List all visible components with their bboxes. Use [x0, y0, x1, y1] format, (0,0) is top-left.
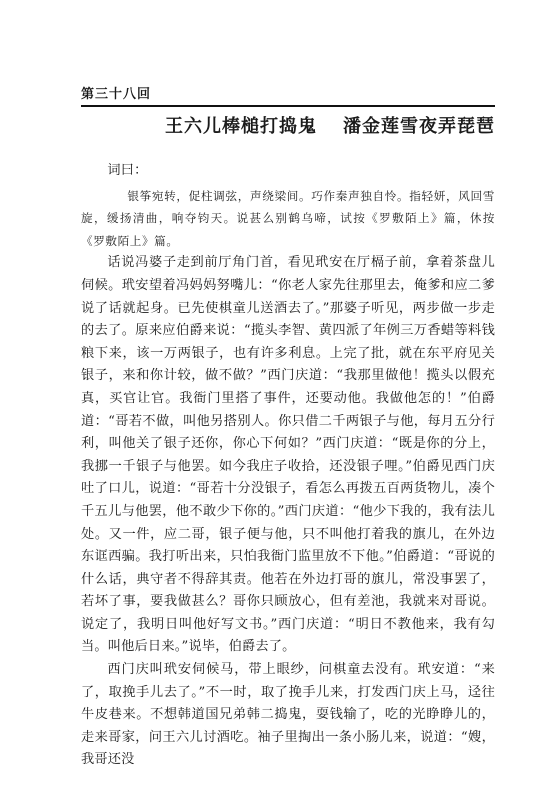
chapter-header: [81, 83, 495, 107]
chapter-title-part2: 潘金莲雪夜弄琵琶: [343, 116, 495, 137]
body-text: [81, 160, 495, 772]
chapter-title-part1: 王六儿棒槌打捣鬼: [165, 116, 317, 137]
chapter-number: 第三十八回: [81, 87, 152, 102]
chapter-title: [165, 112, 495, 138]
paragraph: 话说冯婆子走到前厅角门首，看见玳安在厅槅子前，拿着茶盘儿伺候。玳安望着冯妈妈努嘴儿：“你老人家先往那里去，俺爹和应二爹说了话就起身。已先使棋童儿送酒去了。”那婆子听见，两步做一步走的去了。原来应伯爵来说：“揽头李智、黄四派了年例三万香蜡等料钱粮下来，该一万两银子，也有许多利息。上完了批，就在东平府见关银子，来和你计较，做不做？”西门庆道：“我那里做他！揽头以假充真，买官让官。我衙门里搭了事件，还要动他。我做他怎的！”伯爵道：“哥若不做，叫他另搭别人。你只借二千两银子与他，每月五分行利，叫他关了银子还你，你心下何如？”西门庆道：“既是你的分上，我挪一千银子与他罢。如今我庄子收拾，还没银子哩。”伯爵见西门庆吐了口儿，说道：“哥若十分没银子，看怎么再拨五百两货物儿，凑个千五儿与他罢，他不敢少下你的。”西门庆道：“他少下我的，我有法儿处。又一件，应二哥，银子便与他，只不叫他打着我的旗儿，在外边东诓西骗。我打听出来，只怕我衙门监里放不下他。”伯爵道：“哥说的什么话，典守者不得辞其责。他若在外边打哥的旗儿，常没事罢了，若坏了事，要我做甚么？哥你只顾放心，但有差池，我就来对哥说。说定了，我明日叫他好写文书。”西门庆道：“明日不教他来，我有勾当。叫他后日来。”说毕，伯爵去了。: [81, 255, 495, 655]
ci-poem: 银筝宛转，促柱调弦，声绕梁间。巧作秦声独自怜。指轻妍，风回雪旋，缓扬清曲，响夺钧天。说甚么别鹤乌啼，试按《罗敷陌上》篇，休按《罗敷陌上》篇。: [81, 188, 495, 248]
ci-label: 词曰：: [107, 163, 148, 178]
paragraph: 西门庆叫玳安伺候马，带上眼纱，问棋童去没有。玳安道：“来了，取挽手儿去了。”不一时，取了挽手儿来，打发西门庆上马，迳往牛皮巷来。不想韩道国兄弟韩二捣鬼，耍钱输了，吃的光睁睁儿的，走来哥家，问王六儿讨酒吃。袖子里掏出一条小肠儿来，说道：“嫂，我哥还没: [81, 662, 495, 768]
